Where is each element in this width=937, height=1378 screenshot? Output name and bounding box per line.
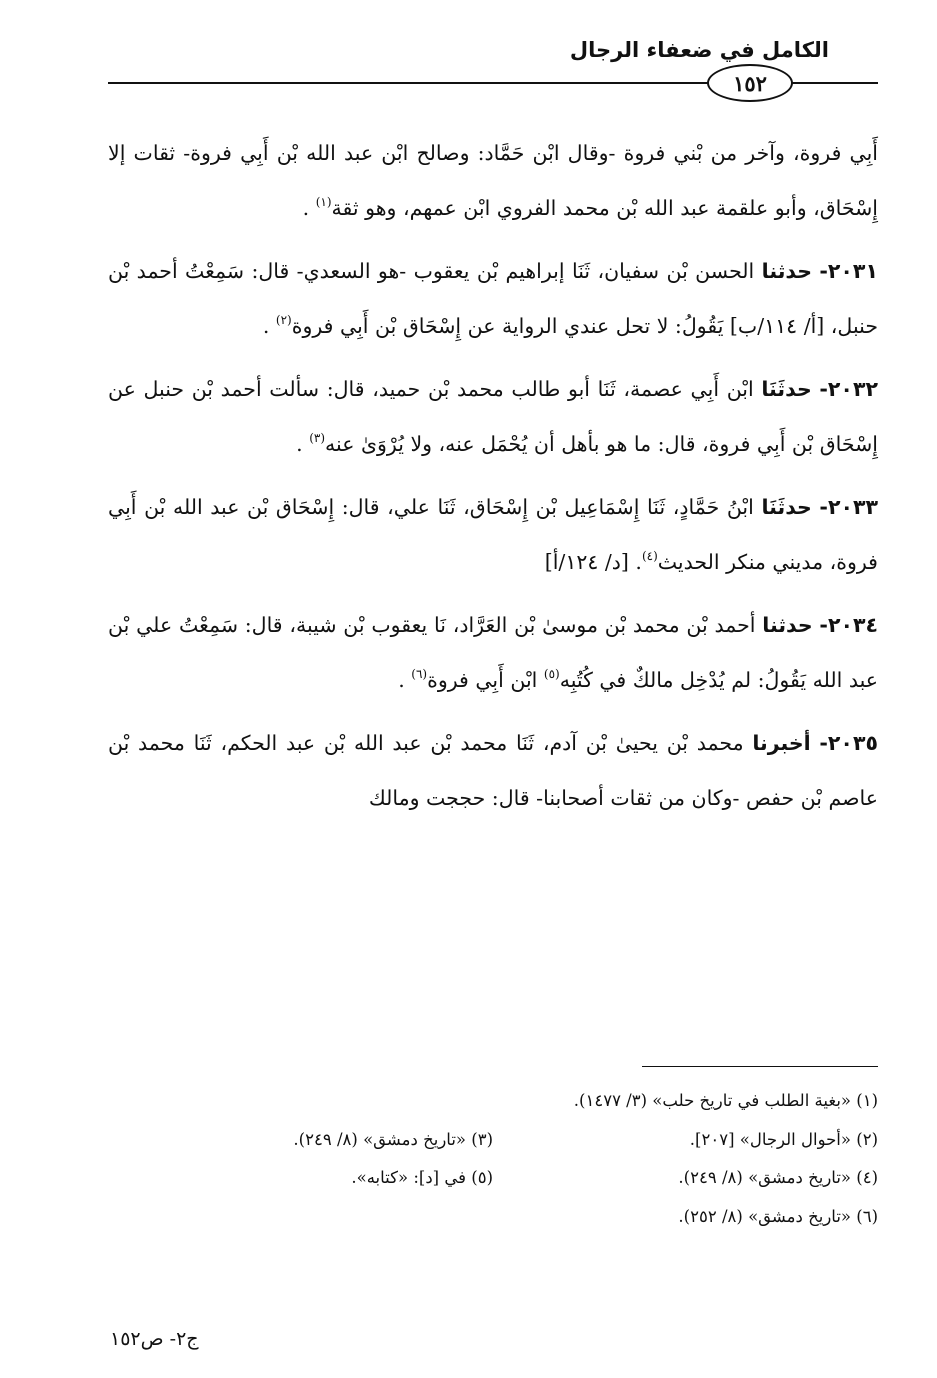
paragraph-end: . bbox=[296, 431, 303, 456]
paragraph-end: . bbox=[302, 195, 310, 220]
paragraph bbox=[108, 716, 878, 825]
paragraph-text: ابْنُ حَمَّادٍ، ثَنَا إِسْمَاعِيل بْن إِسْحَاق، ثَنَا علي، قال: إِسْحَاق بْن عبد الله بْن أَبِي فروة، مديني منكر الحديث bbox=[108, 495, 878, 574]
volume-page-reference: ج٢- ص١٥٢ bbox=[110, 1328, 199, 1350]
paragraph-end: . [د/ ١٢٤/أ] bbox=[544, 549, 642, 574]
footnote-marker: (٦) bbox=[411, 666, 428, 681]
running-title: الكامل في ضعفاء الرجال bbox=[569, 38, 829, 62]
hadith-number: ٢٠٣٢- bbox=[819, 377, 878, 401]
paragraph-text: أحمد بْن محمد بْن موسىٰ بْن العَرَّاد، نَا يعقوب بْن شيبة، قال: سَمِعْتُ علي بْن عبد الله يَقُولُ: لم يُدْخِل مالكٌ في كُتُبِه bbox=[108, 613, 878, 692]
narration-keyword: حدثنا bbox=[761, 259, 813, 283]
footnote-row bbox=[108, 1121, 878, 1160]
footnote-row bbox=[108, 1159, 878, 1198]
footnote-marker: (٢) bbox=[275, 312, 292, 327]
footnote-marker: (١) bbox=[315, 194, 332, 209]
narration-keyword: حدثَنَا bbox=[761, 377, 812, 401]
footnote-row bbox=[108, 1198, 878, 1237]
footnote: (١) «بغية الطلب في تاريخ حلب» (٣/ ١٤٧٧). bbox=[573, 1091, 878, 1110]
paragraph bbox=[108, 480, 878, 589]
footnote-divider bbox=[642, 1066, 878, 1067]
footnote-row bbox=[108, 1082, 878, 1121]
footnote-marker: (٤) bbox=[641, 548, 658, 563]
paragraph bbox=[108, 244, 878, 353]
page-number: ١٥٢ bbox=[733, 70, 767, 96]
narration-keyword: حدثَنَا bbox=[761, 495, 812, 519]
footnote-marker: (٣) bbox=[309, 430, 326, 445]
footnote-marker: (٥) bbox=[543, 666, 560, 681]
footnote: (٢) «أحوال الرجال» [٢٠٧]. bbox=[689, 1129, 878, 1149]
paragraph-text-continued: ابْن أَبِي فروة bbox=[427, 667, 544, 692]
main-text bbox=[108, 126, 878, 834]
paragraph-text: الحسن بْن سفيان، ثَنَا إبراهيم بْن يعقوب -هو السعدي- قال: سَمِعْتُ أحمد بْن حنبل، [أ/ ١١٤/ب] يَقُولُ: لا تحل عندي الرواية عن إِسْحَاق بْن أَبِي فروة bbox=[108, 259, 878, 338]
narration-keyword: أخبرنا bbox=[752, 731, 811, 755]
footnote: (٣) «تاريخ دمشق» (٨/ ٢٤٩). bbox=[293, 1129, 493, 1149]
paragraph-end: . bbox=[262, 313, 270, 338]
hadith-number: ٢٠٣٤- bbox=[819, 613, 878, 637]
footnotes bbox=[108, 1082, 878, 1236]
paragraph-end: . bbox=[398, 667, 405, 692]
hadith-number: ٢٠٣٥- bbox=[819, 731, 878, 755]
paragraph bbox=[108, 126, 878, 235]
hadith-number: ٢٠٣٣- bbox=[819, 495, 878, 519]
footnote: (٤) «تاريخ دمشق» (٨/ ٢٤٩). bbox=[678, 1168, 878, 1187]
footnote: (٥) في [د]: «كتابه». bbox=[351, 1168, 493, 1187]
hadith-number: ٢٠٣١- bbox=[819, 259, 878, 283]
paragraph-text: محمد بْن يحيىٰ بْن آدم، ثَنَا محمد بْن عبد الله بْن عبد الحكم، ثَنَا محمد بْن عاصم بْن حفص -وكان من ثقات أصحابنا- قال: حججت ومالك bbox=[108, 731, 878, 810]
paragraph-text: أَبِي فروة، وآخر من بْني فروة -وقال ابْن حَمَّاد: وصالح ابْن عبد الله بْن أَبِي فروة- ثقات إلا إِسْحَاق، وأبو علقمة عبد الله بْن محمد الفروي ابْن عمهم، وهو ثقة bbox=[108, 141, 878, 220]
paragraph-text: ابْن أَبِي عصمة، ثَنَا أبو طالب محمد بْن حميد، قال: سألت أحمد بْن حنبل عن إِسْحَاق بْن أَبِي فروة، قال: ما هو بأهل أن يُحْمَل عنه، ولا يُرْوَىٰ عنه bbox=[108, 377, 878, 456]
footnote: (٦) «تاريخ دمشق» (٨/ ٢٥٢). bbox=[678, 1206, 878, 1226]
narration-keyword: حدثنا bbox=[762, 613, 813, 637]
paragraph bbox=[108, 598, 878, 707]
paragraph bbox=[108, 362, 878, 471]
page-number-badge bbox=[707, 64, 793, 102]
